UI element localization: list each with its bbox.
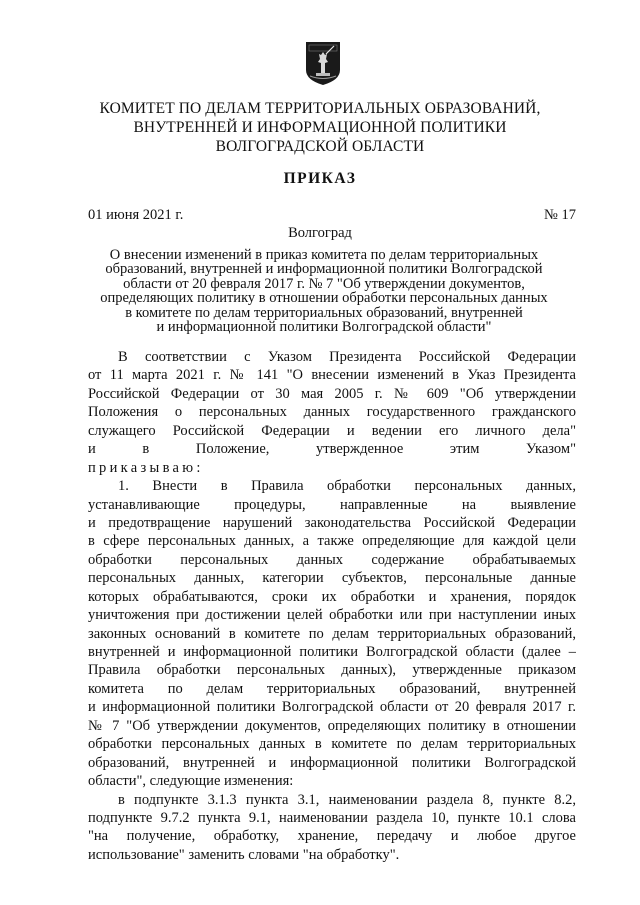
body-line: персональных данных, категории субъектов, персональные данные: [88, 570, 576, 587]
subject-line: определяющих политику в отношении обработки персональных данных: [100, 290, 548, 307]
org-title-line: ВОЛГОГРАДСКОЙ ОБЛАСТИ: [215, 138, 425, 155]
body-line: использование" заменить словами "на обработку".: [88, 846, 400, 863]
body-line: Правила обработки персональных данных), утвержденные приказом: [88, 662, 576, 679]
order-word: приказываю:: [88, 459, 204, 476]
volgograd-coat-of-arms-icon: [304, 40, 342, 86]
body-line: и информационной политики Волгоградской области от 20 февраля 2017 г.: [88, 699, 576, 716]
body-line: внутренней и информационной политики Волгоградской области (далее –: [88, 644, 576, 660]
body-line: устанавливающие процедуры, направленные на выявление: [88, 496, 576, 513]
document-type: ПРИКАЗ: [283, 170, 357, 187]
body-line: № 7 "Об утверждении документов, определяющих политику в отношении: [88, 717, 576, 734]
document-subject: [84, 248, 564, 334]
body-line: комитета по делам территориальных образований, внутренней: [88, 680, 576, 697]
body-line: 1. Внести в Правила обработки персональных данных,: [118, 478, 576, 495]
subject-line: образований, внутренней и информационной политики Волгоградской: [105, 261, 543, 278]
body-line: образований, внутренней и информационной политики Волгоградской: [88, 754, 576, 771]
subject-line: О внесении изменений в приказ комитета по делам территориальных: [109, 247, 539, 263]
document-number: № 17: [544, 207, 576, 223]
body-line: "на получение, обработку, хранение, передачу и любое другое: [88, 828, 576, 845]
body-line: и в Положение, утвержденное этим Указом": [88, 441, 576, 458]
subject-line: области от 20 февраля 2017 г. № 7 "Об утверждении документов,: [123, 275, 525, 292]
body-line: от 11 марта 2021 г. № 141 "О внесении изменений в Указ Президента: [88, 367, 576, 384]
document-body: [88, 348, 576, 864]
document-date: 01 июня 2021 г.: [88, 207, 184, 223]
org-title-line: ВНУТРЕННЕЙ И ИНФОРМАЦИОННОЙ ПОЛИТИКИ: [133, 119, 507, 136]
body-line: в подпункте 3.1.3 пункта 3.1, наименовании раздела 8, пункте 8.2,: [118, 791, 576, 808]
body-line: обработки персональных данных содержание обрабатываемых: [88, 551, 576, 568]
body-line: в сфере персональных данных, а также определяющие для каждой цели: [88, 533, 576, 550]
body-line: служащего Российской Федерации и ведении его личного дела": [88, 422, 576, 439]
body-line: которых обрабатываются, сроки их обработки и хранения, порядок: [88, 588, 576, 605]
body-line: Российской Федерации от 30 мая 2005 г. № 609 "Об утверждении: [88, 385, 576, 402]
body-line: Положения о персональных данных государственного гражданского: [88, 404, 576, 421]
body-line: подпункте 9.7.2 пункта 9.1, наименовании раздела 10, пункте 10.1 слова: [88, 809, 576, 826]
body-line: уничтожения при достижении целей обработки или при наступлении иных: [88, 607, 576, 624]
subject-line: в комитете по делам территориальных образований, внутренней: [125, 304, 523, 321]
body-line: и предотвращение нарушений законодательства Российской Федерации: [88, 514, 576, 531]
body-line: В соответствии с Указом Президента Российской Федерации: [118, 349, 576, 365]
subject-line: и информационной политики Волгоградской области": [156, 319, 492, 336]
body-line: обработки персональных данных в комитете по делам территориальных: [88, 736, 576, 753]
org-title-line: КОМИТЕТ ПО ДЕЛАМ ТЕРРИТОРИАЛЬНЫХ ОБРАЗОВАНИЙ,: [99, 100, 541, 117]
document-city: Волгоград: [288, 225, 352, 241]
body-line: области", следующие изменения:: [88, 773, 294, 790]
body-line: законных оснований в комитете по делам территориальных образований,: [88, 625, 576, 642]
organization-title: [60, 99, 580, 156]
